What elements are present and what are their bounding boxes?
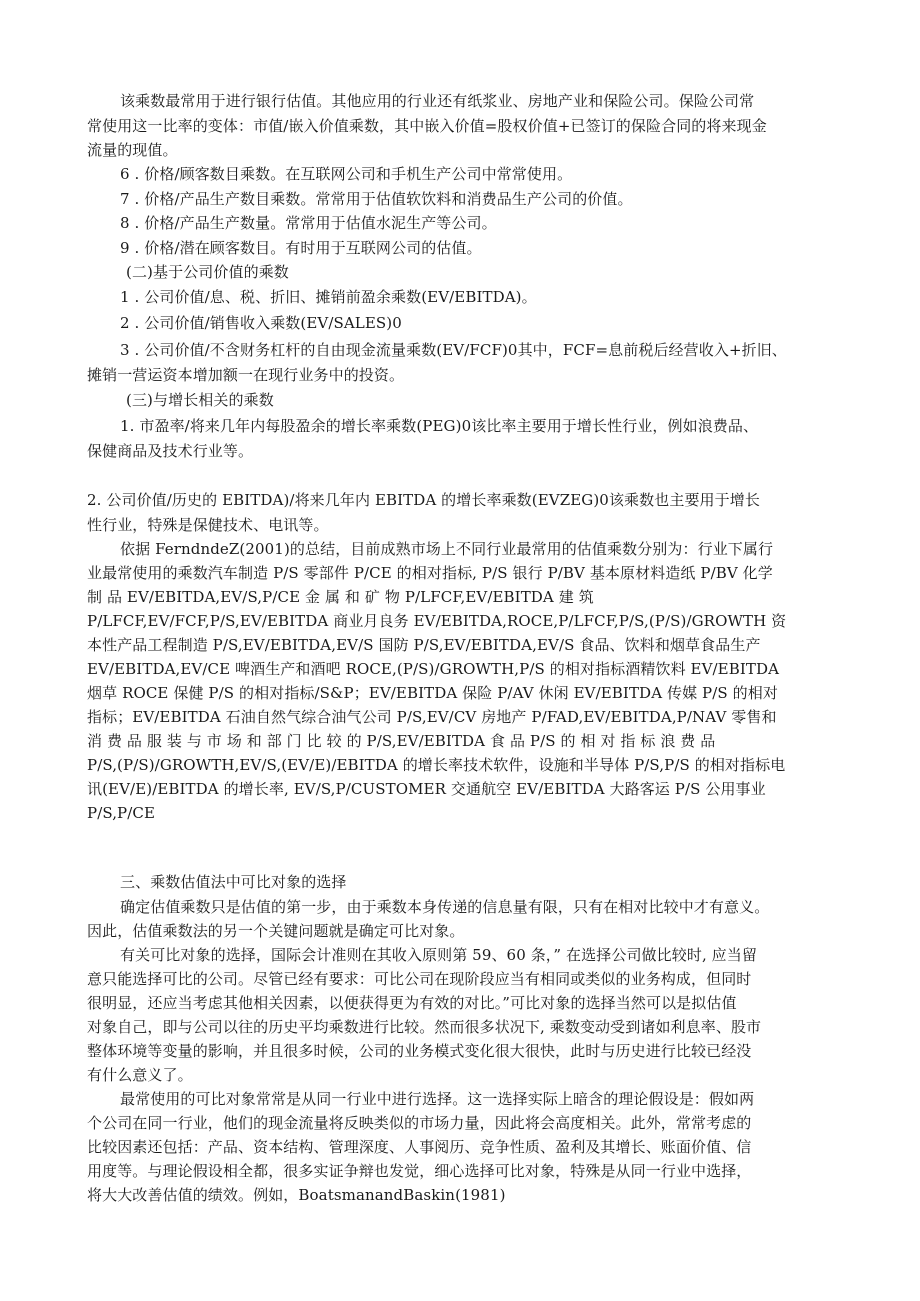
paragraph-line: 对象自己，即与公司以往的历史平均乘数进行比较。然而很多状况下, 乘数变动受到诸如利息率、股市 — [87, 1018, 762, 1036]
list-item: 7 . 价格/产品生产数目乘数。常常用于估值软饮料和消费品生产公司的价值。 — [120, 190, 633, 208]
paragraph-line: 有什么意义了。 — [87, 1066, 193, 1084]
paragraph-line: 烟草 ROCE 保健 P/S 的相对指标/S&P；EV/EBITDA 保险 P/AV 休闲 EV/EBITDA 传媒 P/S 的相对 — [87, 684, 778, 702]
list-item: 6 . 价格/顾客数目乘数。在互联网公司和手机生产公司中常常使用。 — [120, 165, 573, 183]
paragraph-line: P/S,P/CE — [87, 804, 156, 822]
paragraph-line: 依据 FerndndeZ(2001)的总结，目前成熟市场上不同行业最常用的估值乘数分别为：行业下属行 — [120, 540, 774, 558]
paragraph-line: EV/EBITDA,EV/CE 啤酒生产和酒吧 ROCE,(P/S)/GROWTH,P/S 的相对指标酒精饮料 EV/EBITDA — [87, 660, 780, 678]
paragraph-line: 将大大改善估值的绩效。例如，BoatsmanandBaskin(1981) — [87, 1186, 506, 1204]
paragraph-line: 流量的现值。 — [87, 141, 178, 159]
paragraph-line: 整体环境等变量的影响，并且很多时候，公司的业务模式变化很大很快，此时与历史进行比较已经没 — [87, 1042, 752, 1060]
section-heading: (三)与增长相关的乘数 — [126, 391, 274, 409]
list-item: 1 . 公司价值/息、税、折旧、摊销前盈余乘数(EV/EBITDA)。 — [120, 288, 537, 306]
section-heading: 三、乘数估值法中可比对象的选择 — [120, 873, 347, 891]
paragraph-line: 有关可比对象的选择，国际会计准则在其收入原则第 59、60 条，” 在选择公司做比较时, 应当留 — [120, 946, 757, 964]
paragraph-line: P/S,(P/S)/GROWTH,EV/S,(EV/E)/EBITDA 的增长率技术软件，设施和半导体 P/S,P/S 的相对指标电 — [87, 756, 786, 774]
paragraph-line: 该乘数最常用于进行银行估值。其他应用的行业还有纸浆业、房地产业和保险公司。保险公司常 — [120, 92, 755, 110]
paragraph-line: 本性产品工程制造 P/S,EV/EBITDA,EV/S 国防 P/S,EV/EBITDA,EV/S 食品、饮料和烟草食品生产 — [87, 636, 761, 654]
paragraph-line: 最常使用的可比对象常常是从同一行业中进行选择。这一选择实际上暗含的理论假设是：假如两 — [120, 1090, 755, 1108]
paragraph-line: 制 品 EV/EBITDA,EV/S,P/CE 金 属 和 矿 物 P/LFCF,EV/EBITDA 建 筑 — [87, 588, 594, 606]
paragraph-line: 指标；EV/EBITDA 石油自然气综合油气公司 P/S,EV/CV 房地产 P/FAD,EV/EBITDA,P/NAV 零售和 — [87, 708, 777, 726]
list-item: 性行业，特殊是保健技术、电讯等。 — [87, 516, 329, 534]
paragraph-line: 确定估值乘数只是估值的第一步，由于乘数本身传递的信息量有限，只有在相对比较中才有意义。 — [120, 898, 770, 916]
paragraph-line: 意只能选择可比的公司。尽管已经有要求：可比公司在现阶段应当有相同或类似的业务构成，但同时 — [87, 970, 752, 988]
list-item: 8 . 价格/产品生产数量。常常用于估值水泥生产等公司。 — [120, 214, 497, 232]
paragraph-line: 因此，估值乘数法的另一个关键问题就是确定可比对象。 — [87, 922, 465, 940]
paragraph-line: 常使用这一比率的变体：市值/嵌入价值乘数，其中嵌入价值=股权价值+已签订的保险合同的将来现金 — [87, 117, 767, 135]
list-item: 3 . 公司价值/不含财务杠杆的自由现金流量乘数(EV/FCF)0其中，FCF=息前税后经营收入+折旧、 — [120, 341, 787, 359]
paragraph-line: 用度等。与理论假设相全都，很多实证争辩也发觉，细心选择可比对象，特殊是从同一行业中选择， — [87, 1162, 752, 1180]
list-item: 9 . 价格/潜在顾客数目。有时用于互联网公司的估值。 — [120, 239, 482, 257]
list-item: 摊销一营运资本增加额一在现行业务中的投资。 — [87, 366, 405, 384]
paragraph-line: P/LFCF,EV/FCF,P/S,EV/EBITDA 商业月良务 EV/EBITDA,ROCE,P/LFCF,P/S,(P/S)/GROWTH 资 — [87, 612, 787, 630]
list-item: 保健商品及技术行业等。 — [87, 442, 254, 460]
list-item: 2 . 公司价值/销售收入乘数(EV/SALES)0 — [120, 314, 402, 332]
paragraph-line: 业最常使用的乘数汽车制造 P/S 零部件 P/CE 的相对指标, P/S 银行 P/BV 基本原材料造纸 P/BV 化学 — [87, 564, 773, 582]
paragraph-line: 很明显，还应当考虑其他相关因素，以便获得更为有效的对比。”可比对象的选择当然可以是拟估值 — [87, 994, 737, 1012]
list-item: 1. 市盈率/将来几年内每股盈余的增长率乘数(PEG)0该比率主要用于增长性行业，例如浪费品、 — [120, 417, 759, 435]
paragraph-line: 消 费 品 服 装 与 市 场 和 部 门 比 较 的 P/S,EV/EBITDA 食 品 P/S 的 相 对 指 标 浪 费 品 — [87, 732, 716, 750]
paragraph-line: 个公司在同一行业，他们的现金流量将反映类似的市场力量，因此将会高度相关。此外，常常考虑的 — [87, 1114, 752, 1132]
paragraph-line: 比较因素还包括：产品、资本结构、管理深度、人事阅历、竞争性质、盈利及其增长、账面价值、信 — [87, 1138, 752, 1156]
list-item: 2. 公司价值/历史的 EBITDA)/将来几年内 EBITDA 的增长率乘数(EVZEG)0该乘数也主要用于增长 — [87, 491, 760, 509]
paragraph-line: 讯(EV/E)/EBITDA 的增长率, EV/S,P/CUSTOMER 交通航空 EV/EBITDA 大路客运 P/S 公用事业 — [87, 780, 766, 798]
section-heading: (二)基于公司价值的乘数 — [126, 263, 289, 281]
